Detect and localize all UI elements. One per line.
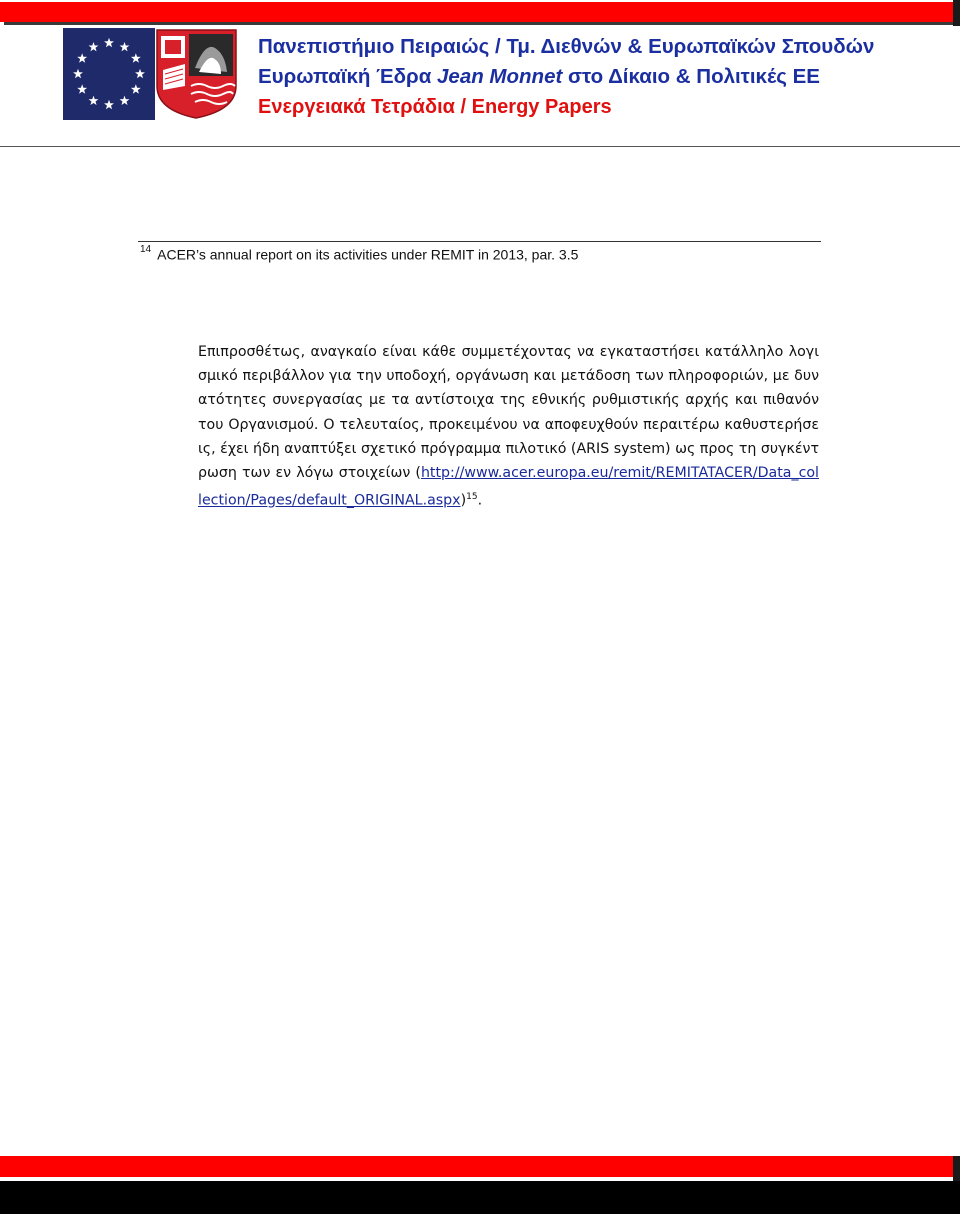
body-paragraph xyxy=(198,340,819,513)
body-text-main: Επιπροσθέτως, αναγκαίο είναι κάθε συμμετέχοντας να εγκαταστήσει κατάλληλο λογισμικό περιβάλλον για την υποδοχή, οργάνωση και μετάδοση των πληροφοριών, με δυνατότητες συνεργασίας με τα αντίστοιχα της εθνικής ρυθμιστικής αρχής και πιθανόν του Οργανισμού. Ο τελευταίος, προκειμένου να αποφευχθούν περαιτέρω καθυστερήσεις, έχει ήδη αναπτύξει σχετικό πρόγραμμα πιλοτικό (ARIS system) ως προς τη συγκέντρωση των εν λόγω στοιχείων ( xyxy=(198,344,819,482)
header-divider xyxy=(0,146,960,147)
top-red-stripe xyxy=(0,2,953,22)
acer-data-collection-link[interactable]: http://www.acer.europa.eu/remit/REMITATACER/Data_collection/Pages/default_ORIGINAL.aspx xyxy=(198,465,819,509)
footnote-ref-15: 15 xyxy=(466,492,478,503)
top-red-bar xyxy=(0,0,960,26)
header-titles xyxy=(258,32,874,122)
bottom-red-stripe xyxy=(0,1156,953,1177)
header-chair-line xyxy=(258,62,874,92)
header-chair-prefix: Ευρωπαϊκή Έδρα xyxy=(258,65,438,88)
header-university-line: Πανεπιστήμιο Πειραιώς / Τμ. Διεθνών & Ευρωπαϊκών Σπουδών xyxy=(258,35,875,58)
body-close-paren: ) xyxy=(460,492,467,509)
footnote-text: ACER’s annual report on its activities under REMIT in 2013, par. 3.5 xyxy=(157,246,579,263)
bottom-bar xyxy=(0,1152,960,1214)
bottom-black-band xyxy=(0,1181,960,1214)
header-series-line: Ενεργειακά Τετράδια / Energy Papers xyxy=(258,96,612,118)
eu-stars-logo-icon xyxy=(63,28,155,120)
bottom-bar-edge xyxy=(953,1156,960,1181)
top-bar-edge xyxy=(953,0,960,26)
body-period: . xyxy=(477,492,483,509)
footnote-divider xyxy=(138,241,821,242)
header-chair-suffix: στο Δίκαιο & Πολιτικές ΕΕ xyxy=(562,65,820,88)
top-bar-shadow xyxy=(4,22,954,25)
header-chair-name: Jean Monnet xyxy=(437,65,563,88)
footnote-14 xyxy=(140,246,578,263)
university-of-piraeus-logo-icon xyxy=(155,28,238,120)
footnote-number: 14 xyxy=(140,244,152,255)
